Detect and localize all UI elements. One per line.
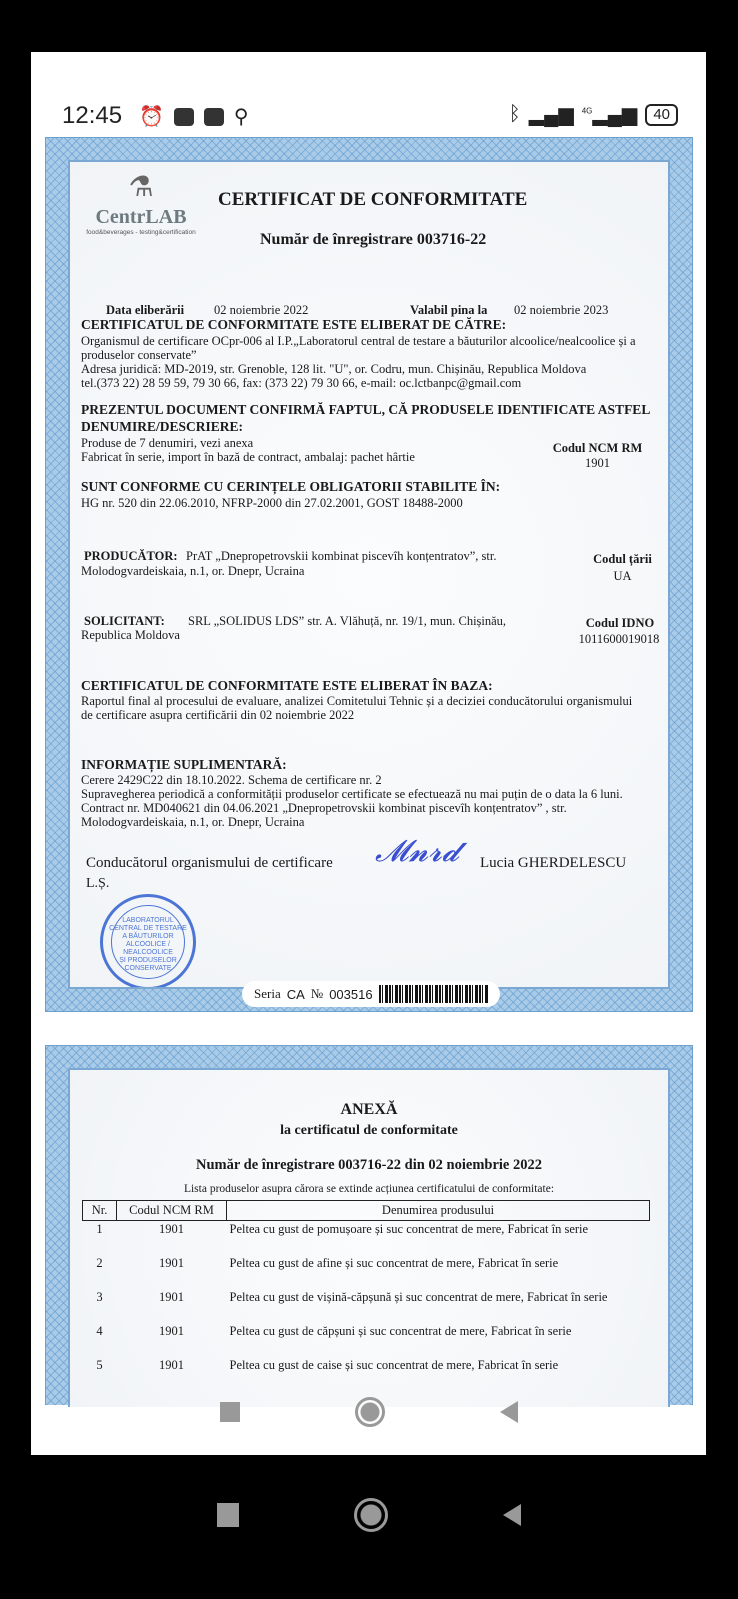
row-ncm-code: 1901: [159, 1323, 184, 1338]
row-product-name: Peltea cu gust de căpșuni și suc concentrat de mere, Fabricat în serie: [229, 1323, 572, 1338]
certificate-page: ⚗ CentrLAB food&beverages - testing&certification CERTIFICAT DE CONFORMITATE Număr de înregistrare 003716-22 Data eliberării 02 noiembrie 2022 Valabil pina la 02 noiembrie 2023 CERTIFICATUL DE CONFORMITATE ESTE ELIBERAT DE CĂTRE: Organismul de certificare OCpr-006 al I.P.„Laboratorul central de testare a băuturilor alcoolice/nealcoolice și a produselor conservate” Adresa juridică: MD-2019, str. Grenoble, 128 lit. "U", or. Codru, mun. Chișinău, Republica Moldova tel.(373 22) 28 59 59, 79 30 66, fax: (373 22) 79 30 66, e-mail: oc.lctbanpc@gmail.com PREZENTUL DOCUMENT CONFIRMĂ FAPTUL, CĂ PRODUSELE IDENTIFICATE ASTFEL DENUMIRE/DESCRIERE: Produse de 7 denumiri, vezi anexa Fabricat în serie, import în bază de contract, ambalaj: pachet hârtie Codul NCM RM 1901 SUNT CONFORME CU CERINȚELE OBLIGATORII STABILITE ÎN: HG nr. 520 din 22.06.2010, NFRP-2000 din 27.02.2001, GOST 18488-2000 PRODUCĂTOR: PrAT „Dnepropetrovskii kombinat piscevîh konțentratov”, str. Molodogvardeiskaia, n.1, or. Dnepr, Ucraina Codul țării UA SOLICITANT: SRL „SOLIDUS LDS” str. A. Vlăhuță, nr. 19/1, mun. Chișinău, Republica Moldova Codul IDNO 1011600019018 CERTIFICATUL DE CONFORMITATE ESTE ELIBERAT ÎN BAZA: Raportul final al procesului de evaluare, analizei Comitetului Tehnic și a deciziei conducătorului organismului de certificare asupra certificării din 02 noiembrie 2022 INFORMAȚIE SUPLIMENTARĂ: Cerere 2429C22 din 18.10.2022. Schema de certificare nr. 2 Supravegherea periodică a conformității produselor certificate se efectuează nu mai puțin de o data la 6 luni. Contract nr. MD040621 din 04.06.2021 „Dnepropetrovskii kombinat piscevîh konțentratov” , str. Molodogvardeiskaia, n.1, or. Dnepr, Ucraina Conducătorul organismului de certificare 𝓜𝓷𝓻𝓭 Lucia GHERDELESCU L.Ș. LABORATORUL CENTRAL DE TESTARE A BĂUTURILOR ALCOOLICE / NEALCOOLICE ȘI PRODUSELOR CONSERVATE Seria CA № 003516: [45, 137, 693, 1012]
bluetooth-icon: ᛒ: [508, 103, 521, 125]
app-icon: [204, 108, 224, 126]
row-product-name: Peltea cu gust de pomușoare și suc concentrat de mere, Fabricat în serie: [229, 1222, 589, 1236]
row-ncm-code: 1901: [159, 1289, 184, 1304]
flask-icon: ⚗: [128, 172, 154, 203]
annex-title: ANEXĂ: [340, 1101, 398, 1118]
inner-navigation-bar: [31, 1397, 706, 1427]
notification-icon: [174, 108, 194, 126]
centrlab-logo: ⚗ CentrLAB food&beverages - testing&certification: [76, 170, 206, 236]
phone-screen: [31, 52, 706, 1455]
signal-icon: ▂▄▆: [528, 104, 574, 126]
back-button[interactable]: [500, 1401, 518, 1423]
serial-number: 003516: [329, 986, 373, 1002]
back-button[interactable]: [503, 1504, 521, 1526]
status-bar: [31, 52, 706, 132]
certificate-title: CERTIFICAT DE CONFORMITATE: [218, 189, 528, 210]
serial-label: Seria CA № 003516: [242, 981, 500, 1007]
table-row: [83, 1255, 650, 1289]
row-number: 2: [96, 1255, 103, 1270]
issue-date: 02 noiembrie 2022: [214, 303, 309, 317]
table-row: [83, 1289, 650, 1323]
barcode: [379, 985, 488, 1003]
home-button[interactable]: [355, 1397, 385, 1427]
table-row: [83, 1323, 650, 1357]
row-product-name: Peltea cu gust de vișină-căpșună și suc concentrat de mere, Fabricat în serie: [229, 1289, 608, 1304]
recents-button[interactable]: [220, 1402, 240, 1422]
clock: 12:45: [62, 102, 123, 129]
row-ncm-code: 1901: [159, 1255, 184, 1270]
signal-4g-icon: $^{4G}$▂▄▆: [581, 104, 638, 126]
row-product-name: Peltea cu gust de caise și suc concentrat de mere, Fabricat în serie: [229, 1357, 559, 1372]
navigation-bar: [0, 1498, 738, 1532]
valid-date: 02 noiembrie 2023: [514, 303, 609, 317]
row-ncm-code: 1901: [159, 1357, 184, 1372]
row-number: 5: [96, 1357, 103, 1372]
recents-button[interactable]: [217, 1503, 239, 1527]
signatory-name: Lucia GHERDELESCU: [480, 855, 627, 871]
annex-registration: Număr de înregistrare 003716-22 din 02 noiembrie 2022: [196, 1157, 542, 1173]
annex-page: ANEXĂ la certificatul de conformitate Număr de înregistrare 003716-22 din 02 noiembrie 2022 Lista produselor asupra cărora se extinde acțiunea certificatului de conformitate: Nr. Codul NCM RM Denumirea produsului 1 1901 Peltea cu gust de pomușoare și suc concentrat de mere, Fabricat în serie 2 1901 Peltea cu gust de afine și suc concentrat de mere, Fabricat în serie 3 1901 Peltea cu gust de vișină-căpșună și suc concentrat de mere, Fabricat în serie 4 1901 Peltea cu gust de căpșuni și suc concentrat de mere, Fabricat în serie 5 1901 Peltea cu gust de caise și suc concentrat de mere, Fabricat în serie: [45, 1045, 693, 1405]
table-row: [83, 1357, 650, 1391]
alarm-icon: ⏰: [139, 106, 164, 128]
location-icon: ⚲: [233, 106, 249, 128]
row-product-name: Peltea cu gust de afine și suc concentrat de mere, Fabricat în serie: [229, 1255, 559, 1270]
signature: 𝓜𝓷𝓻𝓭: [375, 835, 460, 868]
registration-number: Număr de înregistrare 003716-22: [260, 231, 487, 248]
row-ncm-code: 1901: [159, 1222, 184, 1236]
home-button[interactable]: [354, 1498, 388, 1532]
signatory-role: Conducătorul organismului de certificare: [86, 855, 333, 871]
row-number: 3: [96, 1289, 103, 1304]
table-row: [83, 1221, 650, 1255]
row-number: 1: [96, 1222, 103, 1236]
battery-icon: 40: [645, 104, 678, 126]
idno-value: 1011600019018: [578, 632, 660, 646]
official-stamp: LABORATORUL CENTRAL DE TESTARE A BĂUTURILOR ALCOOLICE / NEALCOOLICE ȘI PRODUSELOR CONSERVATE: [100, 894, 196, 989]
products-table: Nr. Codul NCM RM Denumirea produsului 1 1901 Peltea cu gust de pomușoare și suc concentrat de mere, Fabricat în serie 2 1901 Peltea cu gust de afine și suc concentrat de mere, Fabricat în serie 3 1901 Peltea cu gust de vișină-căpșună și suc concentrat de mere, Fabricat în serie 4 1901 Peltea cu gust de căpșuni și suc concentrat de mere, Fabricat în serie 5 1901 Peltea cu gust de caise și suc concentrat de mere, Fabricat în serie: [82, 1200, 650, 1391]
row-number: 4: [96, 1323, 103, 1338]
